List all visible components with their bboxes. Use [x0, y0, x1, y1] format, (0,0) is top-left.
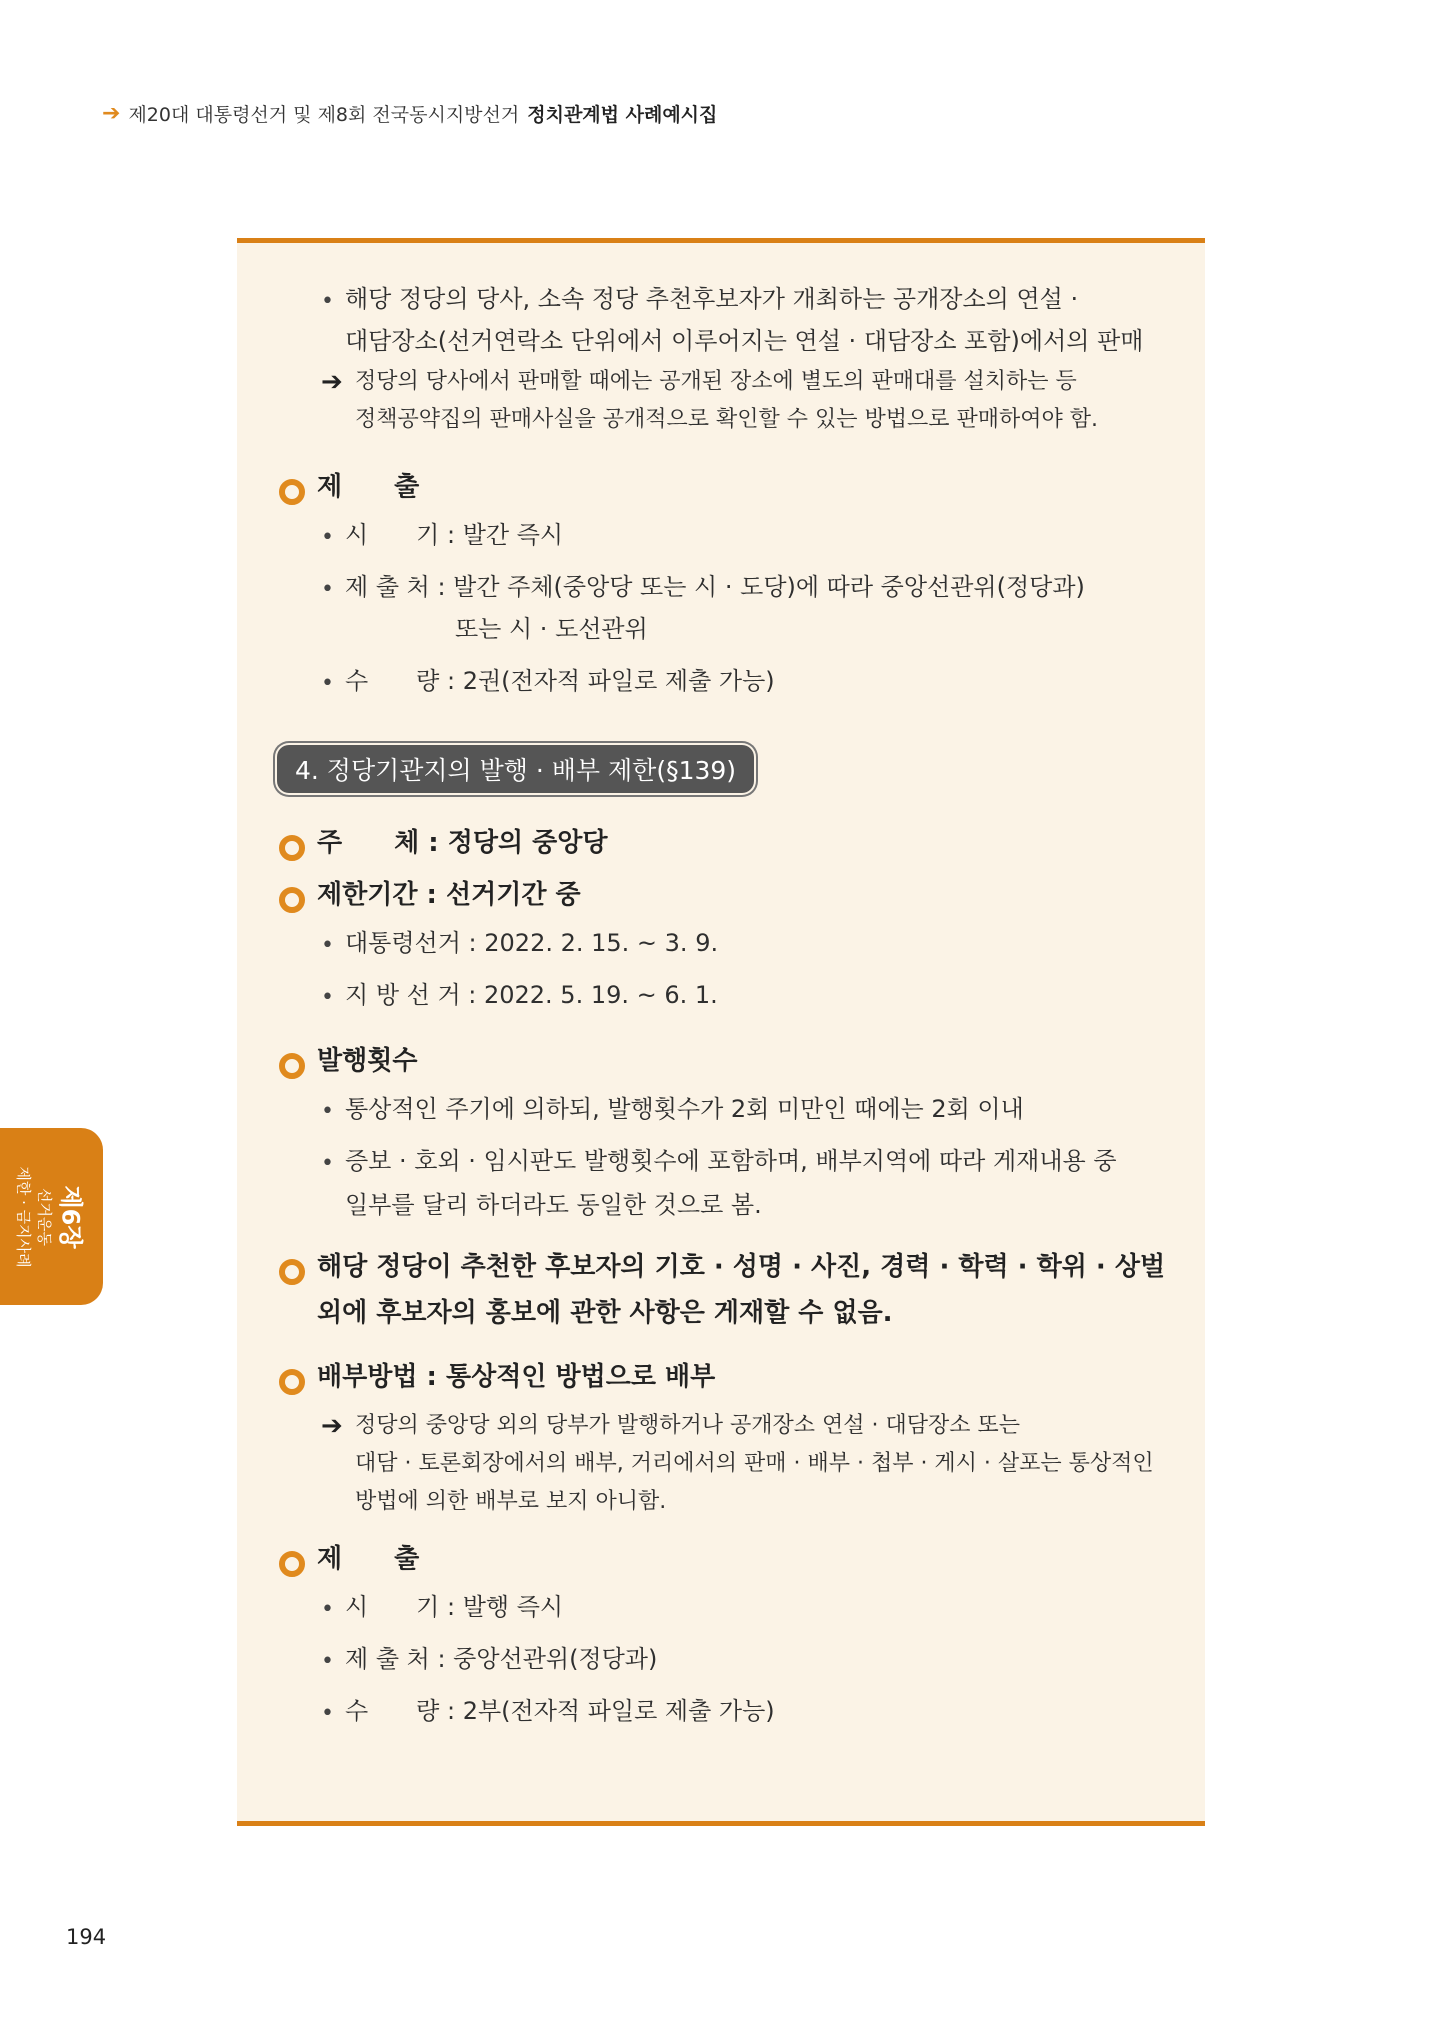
candidate-heading-line-1: 해당 정당이 추천한 후보자의 기호 · 성명 · 사진, 경력 · 학력 · 학위 · 상벌 [317, 1252, 1166, 1282]
bullet-dot-icon: • [321, 985, 334, 1010]
method-heading: 배부방법 : 통상적인 방법으로 배부 [317, 1362, 716, 1392]
chapter-label: 제6장 [56, 1184, 84, 1249]
circle-bullet-icon [279, 1551, 305, 1577]
circle-bullet-icon [279, 479, 305, 505]
submit-time-2: 시 기 : 발행 즉시 [345, 1593, 564, 1621]
bullet-dot-icon: • [321, 1701, 334, 1726]
header-bold-title: 정치관계법 사례예시집 [527, 104, 718, 126]
circle-bullet-icon [279, 835, 305, 861]
sale-venue-line-1: 해당 정당의 당사, 소속 정당 추천후보자가 개최하는 공개장소의 연설 · [345, 285, 1079, 313]
sale-note-line-2: 정책공약집의 판매사실을 공개적으로 확인할 수 있는 방법으로 판매하여야 함. [355, 407, 1099, 432]
header-text: 제20대 대통령선거 및 제8회 전국동시지방선거 [128, 104, 520, 126]
circle-bullet-icon [279, 1053, 305, 1079]
count-rule-1: 통상적인 주기에 의하되, 발행횟수가 2회 미만인 때에는 2회 이내 [345, 1095, 1024, 1123]
bullet-dot-icon: • [321, 671, 334, 696]
sale-venue-line-2: 대담장소(선거연락소 단위에서 이루어지는 연설 · 대담장소 포함)에서의 판매 [345, 327, 1144, 355]
bullet-dot-icon: • [321, 1151, 334, 1176]
period-heading: 제한기간 : 선거기간 중 [317, 880, 581, 910]
bullet-dot-icon: • [321, 525, 334, 550]
arrow-right-icon: ➔ [321, 1411, 343, 1441]
submit-qty-1: 수 량 : 2권(전자적 파일로 제출 가능) [345, 667, 775, 695]
submit-dest-1-line-1: 제 출 처 : 발간 주체(중앙당 또는 시 · 도당)에 따라 중앙선관위(정당과) [345, 573, 1085, 601]
bullet-dot-icon: • [321, 289, 334, 314]
content-box [237, 238, 1205, 1826]
arrow-right-icon: ➔ [321, 367, 343, 397]
section-title-pill: 4. 정당기관지의 발행 · 배부 제한(§139) [277, 745, 754, 793]
chapter-subtitle-2: 제한 · 금지사례 [14, 1165, 32, 1268]
bullet-dot-icon: • [321, 933, 334, 958]
submit-dest-1-line-2: 또는 시 · 도선관위 [455, 615, 648, 643]
period-presidential: 대통령선거 : 2022. 2. 15. ~ 3. 9. [345, 929, 719, 957]
count-rule-2-line-2: 일부를 달리 하더라도 동일한 것으로 봄. [345, 1191, 762, 1219]
page-number: 194 [66, 1925, 107, 1949]
subject-heading: 주 체 : 정당의 중앙당 [317, 828, 608, 858]
sale-note-line-1: 정당의 당사에서 판매할 때에는 공개된 장소에 별도의 판매대를 설치하는 등 [355, 369, 1077, 394]
circle-bullet-icon [279, 887, 305, 913]
bullet-dot-icon: • [321, 1099, 334, 1124]
period-local: 지 방 선 거 : 2022. 5. 19. ~ 6. 1. [345, 981, 718, 1009]
method-note-line-2: 대담 · 토론회장에서의 배부, 거리에서의 판매 · 배부 · 첩부 · 게시 · 살포는 통상적인 [355, 1451, 1154, 1476]
chapter-side-tab[interactable] [0, 1128, 103, 1305]
submit-dest-2: 제 출 처 : 중앙선관위(정당과) [345, 1645, 658, 1673]
chapter-subtitle-1: 선거운동 [35, 1187, 53, 1246]
submit-heading-1: 제 출 [317, 472, 420, 502]
submit-time-1: 시 기 : 발간 즉시 [345, 521, 564, 549]
count-rule-2-line-1: 증보 · 호외 · 임시판도 발행횟수에 포함하며, 배부지역에 따라 게재내용 중 [345, 1147, 1117, 1175]
bullet-dot-icon: • [321, 1597, 334, 1622]
method-note-line-1: 정당의 중앙당 외의 당부가 발행하거나 공개장소 연설 · 대담장소 또는 [355, 1413, 1020, 1438]
submit-qty-2: 수 량 : 2부(전자적 파일로 제출 가능) [345, 1697, 775, 1725]
running-header [102, 100, 717, 127]
arrow-right-icon: ➔ [102, 101, 121, 126]
bullet-dot-icon: • [321, 577, 334, 602]
circle-bullet-icon [279, 1369, 305, 1395]
submit-heading-2: 제 출 [317, 1544, 420, 1574]
circle-bullet-icon [279, 1259, 305, 1285]
method-note-line-3: 방법에 의한 배부로 보지 아니함. [355, 1489, 667, 1514]
candidate-heading-line-2: 외에 후보자의 홍보에 관한 사항은 게재할 수 없음. [317, 1298, 893, 1328]
bullet-dot-icon: • [321, 1649, 334, 1674]
count-heading: 발행횟수 [317, 1046, 418, 1076]
